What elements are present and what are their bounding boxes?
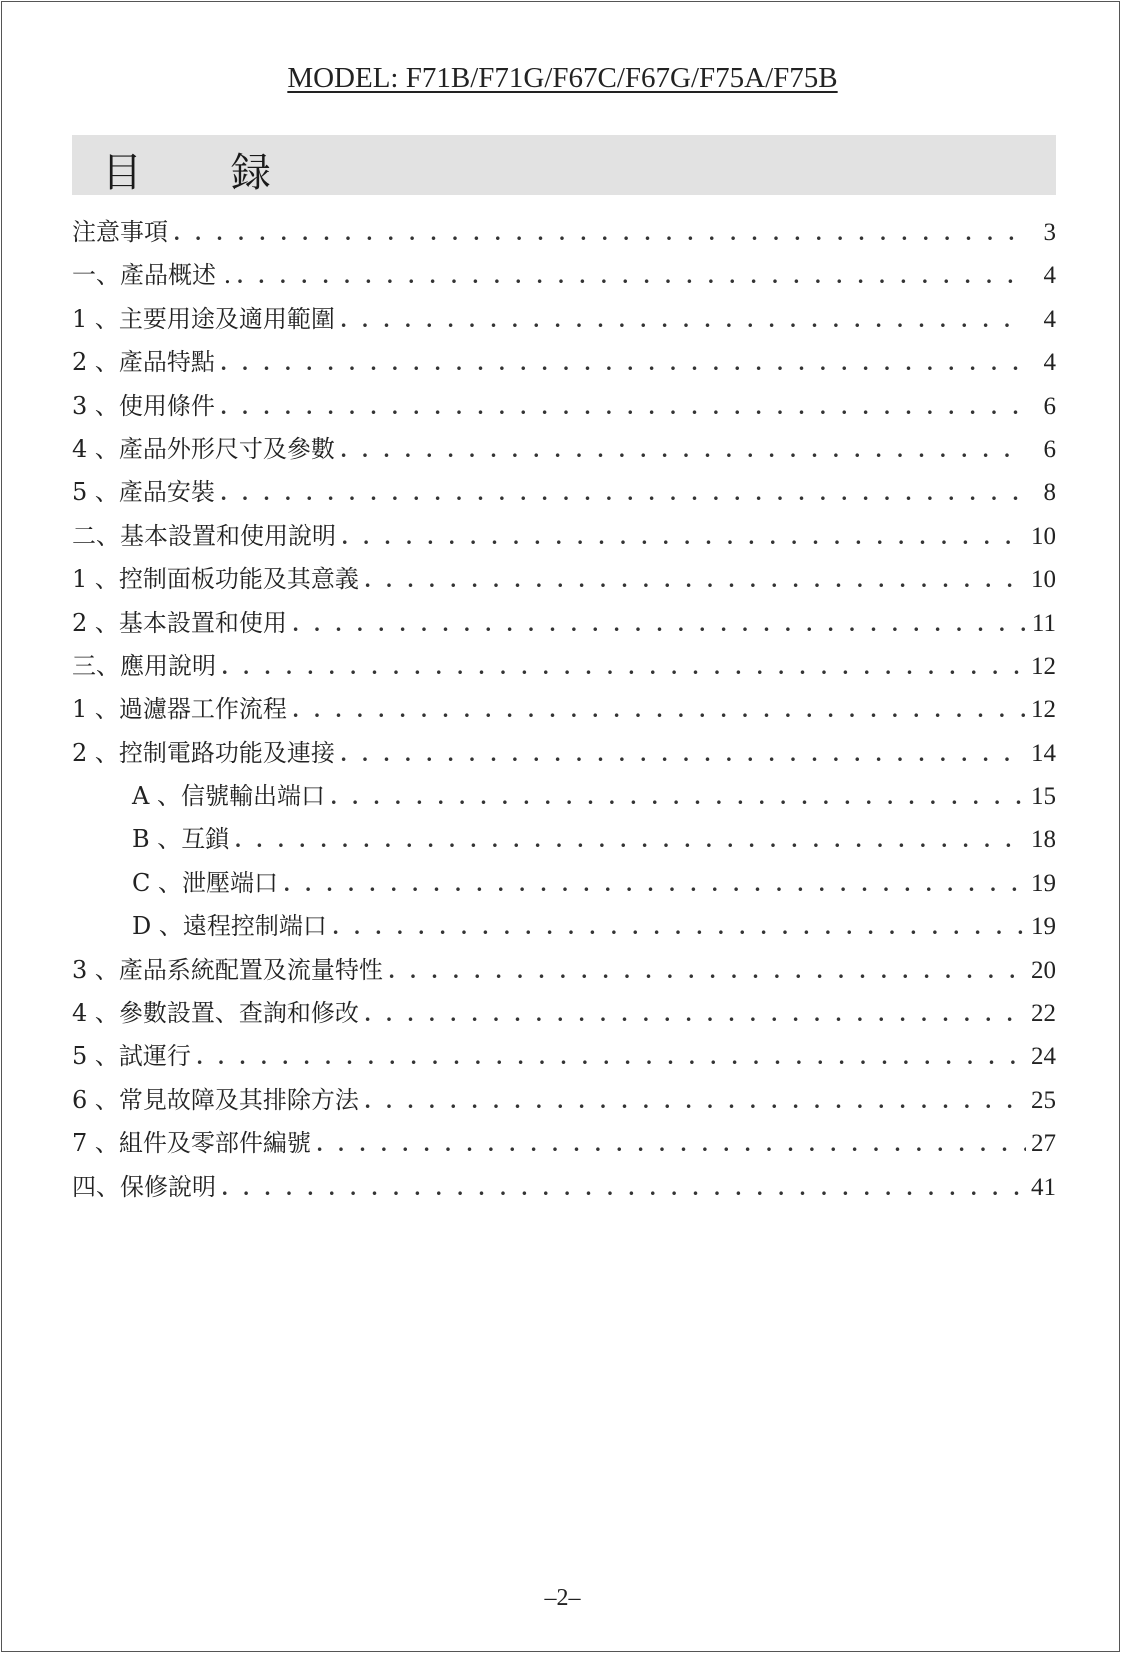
toc-entry-1-1 xyxy=(72,299,1056,342)
toc-leader-dots xyxy=(222,654,1026,680)
toc-entry-1-3 xyxy=(72,386,1056,429)
toc-entry-label: 5 、產品安裝 xyxy=(72,478,215,507)
toc-entry-page: 3 xyxy=(1043,219,1056,246)
toc-leader-dots xyxy=(221,394,1026,420)
toc-leader-dots xyxy=(221,350,1026,376)
toc-entry-page: 25 xyxy=(1031,1086,1056,1114)
toc-entry-2-2 xyxy=(72,603,1056,646)
toc-title: 目 録 xyxy=(102,150,309,196)
toc-entry-label: 3 、使用條件 xyxy=(72,391,215,420)
toc-entry-label: 一、產品概述 . xyxy=(72,261,232,290)
toc-entry-page: 19 xyxy=(1031,869,1056,897)
toc-entry-label: 1 、過濾器工作流程 xyxy=(72,695,287,724)
toc-leader-dots xyxy=(293,697,1026,723)
toc-entry-3-2-c xyxy=(72,863,1056,906)
toc-entry-3-2 xyxy=(72,733,1056,776)
toc-leader-dots xyxy=(365,567,1026,593)
model-header: MODEL: F71B/F71G/F67C/F67G/F75A/F75B xyxy=(287,62,838,94)
toc-leader-dots xyxy=(221,480,1026,506)
toc-entry-label: 4 、產品外形尺寸及參數 xyxy=(72,434,335,463)
toc-entry-1-4 xyxy=(72,429,1056,472)
table-of-contents xyxy=(72,212,1056,1210)
toc-entry-3-1 xyxy=(72,689,1056,732)
toc-entry-3-5 xyxy=(72,1036,1056,1079)
toc-entry-page: 6 xyxy=(1043,392,1056,420)
toc-entry-label: 7 、組件及零部件編號 xyxy=(72,1129,311,1158)
toc-leader-dots xyxy=(341,307,1026,333)
toc-entry-2-1 xyxy=(72,559,1056,602)
toc-entry-page: 18 xyxy=(1031,826,1056,854)
toc-entry-page: 15 xyxy=(1031,783,1056,811)
toc-entry-precautions xyxy=(72,212,1056,255)
toc-entry-label: D 、遠程控制端口 xyxy=(132,912,327,941)
toc-entry-label: 三、應用說明 xyxy=(72,651,216,680)
toc-leader-dots xyxy=(365,1088,1026,1114)
toc-entry-1-5 xyxy=(72,472,1056,515)
toc-entry-page: 6 xyxy=(1043,435,1056,463)
toc-leader-dots xyxy=(222,1175,1026,1201)
toc-entry-label: A 、信號輸出端口 xyxy=(132,782,325,811)
toc-entry-page: 8 xyxy=(1043,479,1056,507)
toc-entry-label: 1 、控制面板功能及其意義 xyxy=(72,565,359,594)
toc-leader-dots xyxy=(317,1131,1026,1157)
toc-leader-dots xyxy=(197,1044,1026,1070)
toc-entry-page: 20 xyxy=(1031,956,1056,984)
toc-leader-dots xyxy=(174,220,1026,246)
toc-entry-page: 24 xyxy=(1031,1043,1056,1071)
toc-entry-page: 4 xyxy=(1043,349,1056,377)
toc-entry-page: 22 xyxy=(1031,1000,1056,1028)
toc-entry-3-2-d xyxy=(72,906,1056,949)
toc-entry-section-3 xyxy=(72,646,1056,689)
toc-entry-page: 4 xyxy=(1043,262,1056,290)
document-page xyxy=(1,1,1120,1652)
toc-entry-label: B 、互鎖 xyxy=(132,825,230,854)
toc-entry-label: 2 、基本設置和使用 xyxy=(72,608,287,637)
toc-leader-dots xyxy=(342,524,1026,550)
toc-leader-dots xyxy=(389,958,1026,984)
toc-entry-section-2 xyxy=(72,516,1056,559)
toc-entry-label: 注意事項 xyxy=(72,218,168,246)
toc-entry-label: C 、泄壓端口 xyxy=(132,868,278,897)
toc-entry-section-4 xyxy=(72,1167,1056,1210)
toc-leader-dots xyxy=(365,1001,1026,1027)
toc-leader-dots xyxy=(333,914,1026,940)
toc-entry-label: 2 、產品特點 xyxy=(72,348,215,377)
toc-entry-label: 四、保修說明 xyxy=(72,1172,216,1201)
toc-leader-dots xyxy=(284,871,1026,897)
toc-entry-page: 4 xyxy=(1043,305,1056,333)
toc-entry-3-4 xyxy=(72,993,1056,1036)
toc-entry-label: 5 、試運行 xyxy=(72,1042,191,1071)
toc-entry-1-2 xyxy=(72,342,1056,385)
toc-entry-label: 二、基本設置和使用說明 xyxy=(72,521,336,550)
toc-entry-label: 6 、常見故障及其排除方法 xyxy=(72,1085,359,1114)
toc-entry-3-6 xyxy=(72,1080,1056,1123)
toc-entry-3-7 xyxy=(72,1123,1056,1166)
toc-leader-dots xyxy=(235,827,1026,853)
toc-entry-page: 41 xyxy=(1031,1173,1056,1201)
toc-leader-dots xyxy=(341,741,1026,767)
toc-entry-label: 3 、產品系統配置及流量特性 xyxy=(72,955,383,984)
toc-entry-3-2-a xyxy=(72,776,1056,819)
toc-entry-label: 1 、主要用途及適用範圍 xyxy=(72,304,335,333)
toc-entry-section-1 xyxy=(72,255,1056,298)
toc-entry-page: 14 xyxy=(1031,739,1056,767)
page-number: –2– xyxy=(544,1585,581,1611)
toc-title-bar xyxy=(72,135,1056,195)
toc-entry-page: 11 xyxy=(1031,609,1056,637)
toc-leader-dots xyxy=(331,784,1026,810)
toc-leader-dots xyxy=(341,437,1026,463)
toc-entry-page: 10 xyxy=(1031,522,1056,550)
toc-entry-label: 4 、參數設置、查詢和修改 xyxy=(72,999,359,1028)
toc-entry-label: 2 、控制電路功能及連接 xyxy=(72,738,335,767)
toc-entry-page: 12 xyxy=(1031,652,1056,680)
toc-leader-dots xyxy=(237,263,1026,289)
toc-entry-page: 10 xyxy=(1031,566,1056,594)
toc-entry-page: 27 xyxy=(1031,1130,1056,1158)
toc-entry-3-2-b xyxy=(72,819,1056,862)
toc-entry-page: 19 xyxy=(1031,913,1056,941)
toc-leader-dots xyxy=(293,611,1026,637)
toc-entry-page: 12 xyxy=(1031,696,1056,724)
toc-entry-3-3 xyxy=(72,950,1056,993)
